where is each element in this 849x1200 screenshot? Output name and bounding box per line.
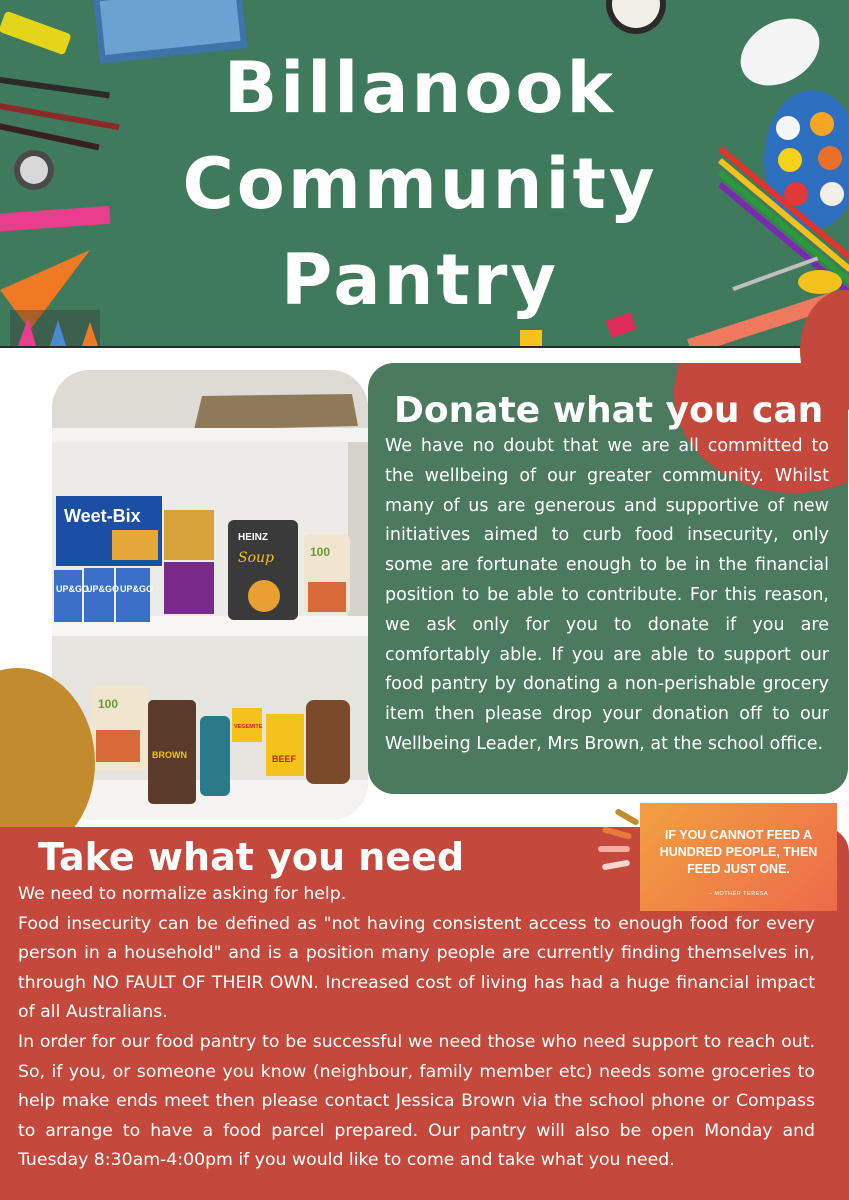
take-paragraph-2: Food insecurity can be defined as "not having consistent access to enough food for every person in a household" and is a position many people are currently finding themselves in, through NO FAULT OF THEIR OWN. Increased cost of living has had a huge financial impact of all Australians. (18, 913, 815, 1023)
title-line-1: Billanook (223, 47, 617, 129)
title-line-2: Community (182, 143, 658, 225)
donate-body: We have no doubt that we are all committed to the wellbeing of our greater community. Whilst many of us are generous and supportive of new initiatives aimed to curb food insecurity, only some are fortunate enough to be in the financial position to be able to contribute. For this reason, we ask only for you to donate if you are comfortably able. If you are able to support our food pantry by donating a non-perishable grocery item then please drop your donation off to our Wellbeing Leader, Mrs Brown, at the school office. (385, 436, 829, 754)
quote-text: IF YOU CANNOT FEED A HUNDRED PEOPLE, THEN FEED JUST ONE. (659, 828, 818, 876)
weetbix-label: Weet-Bix (64, 506, 141, 526)
page-title (140, 40, 700, 328)
organic-label-1: 100 (310, 545, 331, 559)
beef-label: BEEF (272, 754, 297, 764)
brown-label: BROWN (152, 750, 187, 760)
take-paragraph-3: In order for our food pantry to be successful we need those who need support to reach out. So, if you, or someone you know (neighbour, family member etc) needs some groceries to help make ends meet then please contact Jessica Brown via the school phone or Compass to arrange to have a food parcel prepared. Our pantry will also be open Monday and Tuesday 8:30am-4:00pm if you would like to come and take what you need. (18, 1031, 815, 1171)
quote-card (640, 803, 837, 911)
header-banner (0, 0, 849, 348)
upgo-label-1: UP&GO (56, 584, 90, 594)
organic-label-2: 100 (98, 697, 119, 711)
soup-label: Soup (238, 550, 274, 566)
upgo-label-3: UP&GO (120, 584, 154, 594)
take-paragraph-1: We need to normalize asking for help. (18, 884, 347, 904)
vegemite-label: VEGEMITE (234, 724, 263, 730)
title-line-3: Pantry (280, 239, 560, 321)
heinz-label: HEINZ (238, 532, 268, 543)
quote-author: – MOTHER TERESA (708, 891, 769, 897)
take-heading: Take what you need (38, 835, 465, 879)
pantry-shelf-illustration (52, 370, 368, 820)
sunburst-decoration (594, 806, 644, 876)
donate-heading: Donate what you can (394, 390, 824, 431)
take-body (18, 880, 815, 1176)
upgo-label-2: UP&GO (86, 584, 120, 594)
pantry-shelf-photo (52, 370, 368, 820)
